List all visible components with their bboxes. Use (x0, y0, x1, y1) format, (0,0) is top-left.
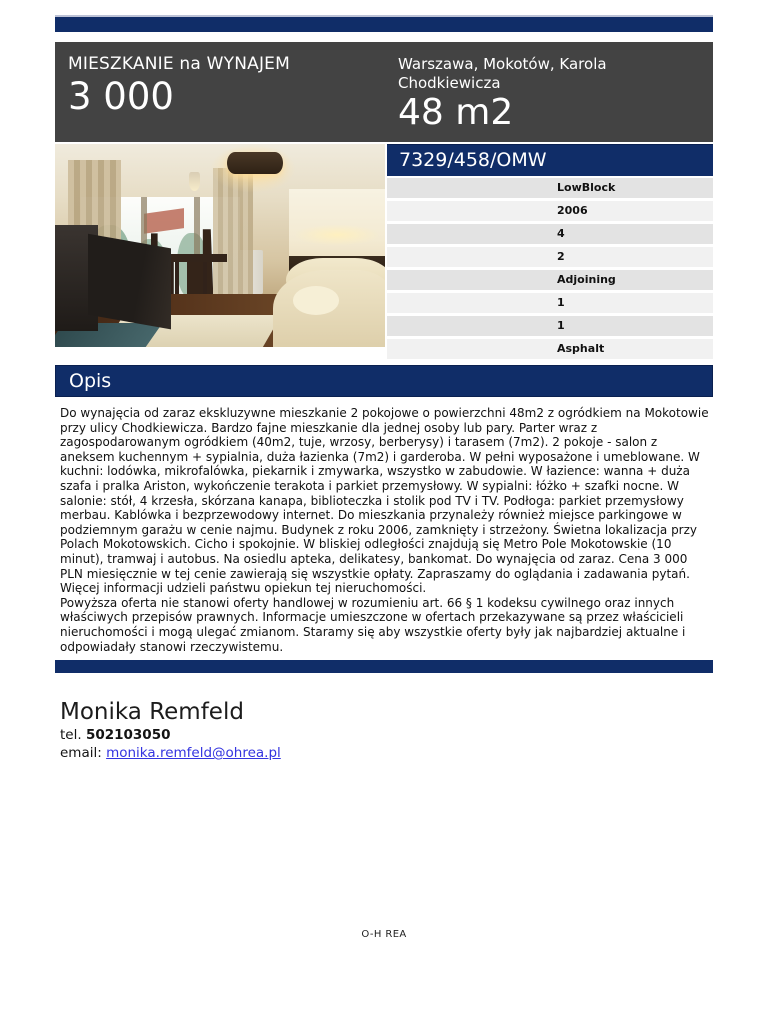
attribute-label (387, 316, 557, 336)
listing-area: 48 m2 (398, 92, 514, 133)
header-left (68, 54, 398, 142)
agent-contact (55, 699, 713, 761)
main-row (55, 144, 713, 362)
attribute-label (387, 224, 557, 244)
table-row (387, 247, 713, 267)
attribute-label (387, 178, 557, 198)
table-row (387, 178, 713, 198)
listing-header (55, 42, 713, 142)
photo-sofa-cushion (293, 286, 339, 314)
description-section-header (55, 365, 713, 397)
description-paragraph: Powyższa oferta nie stanowi oferty handlowej w rozumieniu art. 66 § 1 kodeksu cywilnego oraz innych właściwych przepisów prawnych. Informacje umieszczone w ofertach przekazywane są przez właścicieli nieruchomości i mogą ulegać zmianom. Staramy się aby wszystkie oferty były jak najbardziej aktualne i odpowiadały stanowi rzeczywistemu. (60, 595, 686, 654)
table-row (387, 201, 713, 221)
attribute-value: 2006 (557, 204, 588, 217)
photo-ceiling-lamp (227, 152, 283, 174)
attribute-label (387, 270, 557, 290)
attribute-label (387, 247, 557, 267)
table-row (387, 339, 713, 359)
table-row (387, 224, 713, 244)
email-label: email: (60, 745, 107, 762)
listing-price: 3 000 (68, 75, 174, 118)
table-row (387, 270, 713, 290)
attribute-value: 4 (557, 227, 565, 240)
section-title: Opis (69, 370, 112, 392)
agent-name: Monika Remfeld (60, 699, 244, 726)
phone-label: tel. (60, 727, 86, 744)
description-text (55, 397, 713, 654)
attribute-value: Adjoining (557, 273, 616, 286)
attribute-label (387, 201, 557, 221)
table-row (387, 293, 713, 313)
header-right (398, 54, 703, 142)
photo-kitchen-light (296, 225, 379, 245)
agent-email-link[interactable]: monika.remfeld@ohrea.pl (106, 745, 281, 762)
agent-email-line (60, 745, 713, 761)
attribute-value: LowBlock (557, 181, 616, 194)
attribute-value: Asphalt (557, 342, 605, 355)
photo-tv (88, 234, 171, 330)
description-paragraph: Do wynajęcia od zaraz ekskluzywne mieszkanie 2 pokojowe o powierzchni 48m2 z ogródkiem na Mokotowie przy ulicy Chodkiewicza. Bardzo fajne mieszkanie dla jednej osoby lub pary. Parter wraz z zagospodarowanym ogródkiem (40m2, tuje, wrzosy, berberysy) i tarasem (7m2). 2 pokoje - salon z aneksem kuchennym + sypialnia, duża łazienka (7m2) i garderoba. W pełni wyposażone i umeblowane. W kuchni: lodówka, mikrofalówka, piekarnik i zmywarka, wszystko w zabudowie. W łazience: wanna + duża szafa i pralka Ariston, wykończenie terakota i parkiet przemysłowy. W sypialni: łóżko + szafki nocne. W salonie: stół, 4 krzesła, skórzana kanapa, biblioteczka i stolik pod TV i TV. Podłoga: parkiet przemysłowy merbau. Kablówka i bezprzewodowy internet. Do mieszkania przynależy również miejsce parkingowe w podziemnym garażu w cenie najmu. Budynek z roku 2006, zamknięty i strzeżony. Świetna lokalizacja przy Polach Mokotowskich. Cicho i spokojnie. W bliskiej odległości znajdują się Metro Pole Mokotowskie (10 minut), tramwaj i autobus. Na osiedlu apteka, delikatesy, bankomat. Do wynajęcia od zaraz. Cena 3 000 PLN miesięcznie w tej cenie zawierają się wszystkie opłaty. Zapraszamy do oglądania i zadawania pytań. Więcej informacji udzieli państwu opiekun tej nieruchomości. (60, 406, 709, 596)
agent-phone-line (60, 727, 713, 743)
attribute-value: 1 (557, 296, 565, 309)
top-accent-bar (55, 15, 713, 32)
bottom-accent-bar (55, 660, 713, 673)
attribute-label (387, 293, 557, 313)
details-panel (387, 144, 713, 362)
footer-brand: O-H REA (361, 929, 407, 941)
table-row (387, 316, 713, 336)
attribute-value: 1 (557, 319, 565, 332)
agent-phone: 502103050 (85, 727, 171, 744)
listing-page (55, 15, 713, 940)
attribute-value: 2 (557, 250, 565, 263)
listing-location: Warszawa, Mokotów, Karola Chodkiewicza (398, 55, 607, 92)
listing-type: MIESZKANIE na WYNAJEM (68, 54, 290, 74)
apartment-photo (55, 144, 385, 347)
attributes-table (387, 178, 713, 359)
photo-pendant-lamp (189, 172, 201, 190)
reference-number: 7329/458/OMW (387, 144, 713, 176)
attribute-label (387, 339, 557, 359)
